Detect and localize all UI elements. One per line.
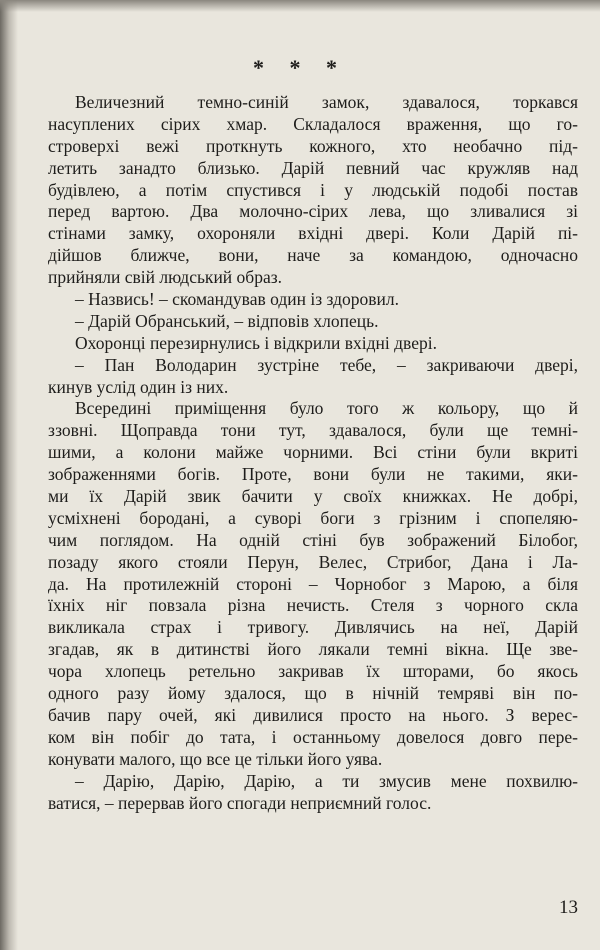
text-line: – Дарій Обранський, – відповів хлопець.: [75, 310, 379, 331]
text-line: строверхі вежі проткнуть кожного, хто необачно під-: [48, 135, 578, 156]
text-line: усміхнені бородані, а суворі боги з грізним і спопеляю-: [48, 507, 578, 528]
text-line: – Назвись! – скомандував один із здоровил.: [75, 289, 400, 310]
page-shadow-top: [0, 0, 600, 12]
text-line: кинув услід один із них.: [48, 376, 229, 397]
text-line: чим поглядом. На одній стіні був зображений Білобог,: [48, 529, 578, 550]
text-line: – Дарію, Дарію, Дарію, а ти змусив мене похвилю-: [75, 770, 578, 791]
text-line: дійшов ближче, вони, наче за командою, одночасно: [48, 245, 578, 266]
text-line: Величезний темно-синій замок, здавалося, торкався: [75, 92, 578, 112]
text-line: летить занадто близько. Дарій певний час кружляв над: [48, 157, 578, 178]
text-line: бачив пару очей, які дивилися просто на нього. З верес-: [48, 704, 578, 725]
text-line: насуплених сірих хмар. Складалося враження, що го-: [48, 113, 578, 134]
text-line: Охоронці перезирнулись і відкрили вхідні двері.: [75, 332, 437, 353]
text-line: перед вартою. Два молочно-сірих лева, що зливалися зі: [48, 201, 578, 222]
text-line: чора хлопець ретельно закривав їх шторами, бо якось: [48, 661, 578, 682]
text-line: викликала страх і тривогу. Дивлячись на неї, Дарій: [48, 617, 578, 638]
body-text: [48, 92, 578, 814]
text-line: одного разу йому здалося, що в нічній темряві він по-: [48, 683, 578, 704]
text-line: ми їх Дарій звик бачити у своїх книжках. Не добрі,: [48, 486, 578, 507]
text-line: їхніх ніг повзала різна нечисть. Стеля з чорного скла: [48, 595, 578, 616]
text-line: позаду якого стояли Перун, Велес, Стрибог, Дана і Ла-: [48, 551, 578, 572]
section-separator: * * *: [253, 55, 347, 80]
text-line: конувати малого, що все це тільки його уява.: [48, 748, 383, 769]
text-line: прийняли свій людський образ.: [48, 267, 283, 288]
text-line: ком він побіг до тата, і останньому довелося довго пере-: [48, 726, 578, 747]
text-line: ватися, – перервав його спогади неприємний голос.: [48, 792, 432, 813]
text-line: да. На протилежній стороні – Чорнобог з Марою, а біля: [48, 573, 578, 594]
text-line: будівлею, а потім спустився і у людській подобі постав: [48, 179, 578, 200]
page-number: 13: [559, 897, 578, 918]
text-line: зображеннями богів. Проте, вони були не такими, яки-: [48, 464, 578, 485]
text-line: ззовні. Щоправда тони тут, здавалося, були ще темні-: [48, 420, 578, 441]
page-shadow-left: [0, 0, 18, 950]
text-line: – Пан Володарин зустріне тебе, – закриваючи двері,: [75, 354, 578, 375]
text-line: шими, а колони майже чорними. Всі стіни були вкриті: [48, 442, 578, 463]
text-line: згадав, як в дитинстві його лякали темні вікна. Ще зве-: [48, 639, 578, 660]
text-line: Всередині приміщення було того ж кольору, що й: [75, 398, 578, 419]
text-line: стінами замку, охороняли вхідні двері. Коли Дарій пі-: [48, 223, 578, 244]
